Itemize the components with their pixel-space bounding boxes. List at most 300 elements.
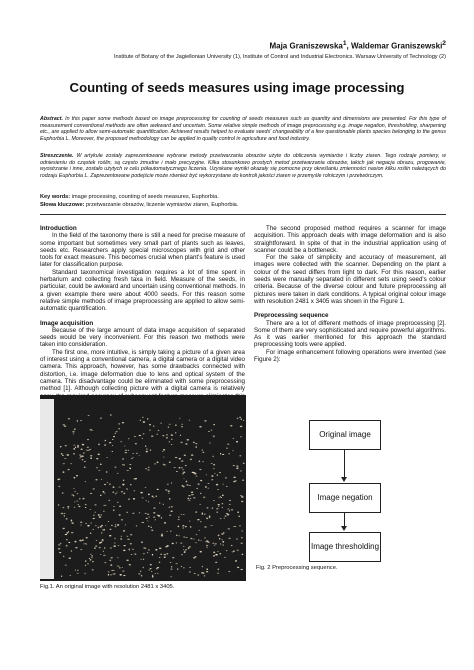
seed-speck (153, 497, 155, 498)
seed-speck (77, 446, 79, 448)
seed-speck (183, 478, 184, 479)
seed-speck (108, 500, 110, 501)
seed-speck (175, 457, 178, 458)
seed-speck (143, 567, 144, 568)
seed-speck (147, 520, 148, 521)
seed-speck (90, 509, 92, 510)
keywords-text: image processing, counting of seeds measures, Euphorbia. (70, 194, 219, 200)
seed-speck (237, 567, 239, 569)
right-paragraph-2: For the sake of simplicity and accuracy of measurement, all images were collected with the scanner. Depending on the plant a colour of the seed differs from light to dark. For this reason, earlier seeds were manually separated in different sets using seed's colour criteria. Because of the diverse colour and future preprocessing all pictures were taken in dark conditions. A typical original colour image with resolution 2481 x 3405 was shown in the Figure 1. (254, 254, 446, 305)
seed-speck (199, 461, 201, 463)
seed-speck (84, 461, 86, 462)
seed-speck (96, 458, 98, 459)
seed-speck (82, 498, 84, 500)
seed-speck (197, 519, 200, 520)
seed-speck (228, 528, 231, 529)
seed-speck (118, 423, 120, 424)
seed-speck (79, 454, 81, 455)
seed-speck (221, 497, 222, 498)
seed-speck (94, 504, 96, 505)
seed-speck (222, 544, 223, 546)
seed-speck (57, 479, 59, 481)
seed-speck (153, 516, 155, 517)
seed-speck (206, 540, 208, 541)
seed-speck (212, 507, 213, 509)
seed-speck (64, 458, 66, 459)
seed-speck (222, 541, 224, 543)
seed-speck (113, 509, 114, 511)
seed-speck (217, 572, 218, 574)
seed-speck (111, 525, 113, 526)
flow-arrowhead-1 (341, 477, 347, 482)
seed-speck (213, 500, 215, 501)
seed-speck (168, 490, 170, 492)
seed-speck (108, 521, 109, 522)
seed-speck (79, 540, 81, 542)
seed-speck (213, 436, 215, 437)
seed-speck (178, 535, 180, 536)
seed-speck (121, 519, 123, 521)
seed-speck (77, 570, 78, 571)
seed-speck (103, 551, 104, 552)
seed-speck (220, 543, 221, 544)
seed-speck (222, 507, 223, 508)
seed-speck (195, 556, 197, 558)
keywords-polish-label: Słowa kluczowe: (40, 202, 85, 208)
seed-speck (83, 452, 84, 453)
seed-speck (191, 494, 193, 495)
seed-speck (242, 479, 244, 481)
seed-speck (91, 557, 93, 558)
flow-box-original-image: Original image (309, 420, 381, 450)
seed-speck (159, 562, 161, 563)
seed-speck (113, 486, 115, 487)
seed-speck (210, 525, 212, 526)
seed-speck (218, 569, 220, 571)
seed-speck (240, 542, 242, 544)
seed-speck (60, 446, 62, 447)
seed-speck (99, 542, 101, 544)
seed-speck (119, 567, 121, 569)
flow-arrowhead-2 (341, 526, 347, 531)
seed-speck (152, 576, 154, 578)
seed-speck (204, 513, 205, 515)
keywords (40, 194, 219, 201)
seed-speck (196, 475, 198, 476)
author-separator: , (346, 41, 351, 51)
flow-arrow-1 (344, 449, 345, 478)
seed-speck (109, 442, 112, 443)
seed-speck (218, 506, 220, 507)
seed-speck (92, 561, 94, 562)
seed-speck (93, 514, 94, 515)
seed-speck (145, 445, 146, 447)
seed-speck (184, 552, 186, 554)
streszczenie-text: W artykule zostały zaprezentowane wybrane metody przetwarzania obrazów użyte do obliczenia wymiarów i liczby ziaren. Tego rodzaje pomiery, w odniesieniu do cząstek roślin, są często żmudne i mało precyzyjne. Kilka stosunkowo prostych metod przetwarzania obrazów, takich jak negacja obrazu, progowanie, wyostrzanie i inne, zostało użytych w celu półautomatycznego liczenia. Uzyskane wyniki okazały się pomocne przy określaniu zmienności nasion kilku roślin należących do rodzaju Euphorbia L. Zaprezentowane podejście może również być wykorzystane do kontroli jakości ziaren w przemyśle rolniczym i przetwórczym. (40, 153, 446, 179)
seed-speck (163, 449, 165, 451)
seed-speck (93, 518, 95, 519)
seed-speck (90, 554, 91, 555)
seed-speck (146, 518, 148, 519)
seed-speck (63, 471, 65, 472)
seed-speck (221, 539, 222, 540)
seed-speck (236, 441, 238, 443)
seed-speck (182, 473, 183, 475)
seed-speck (202, 566, 203, 568)
seed-speck (109, 483, 111, 485)
seed-speck (92, 529, 94, 530)
seed-speck (149, 516, 150, 517)
left-column (40, 225, 245, 407)
seed-speck (119, 574, 122, 576)
seed-speck (77, 420, 78, 422)
seed-speck (209, 515, 210, 516)
seed-speck (74, 428, 76, 429)
seed-speck (129, 549, 131, 551)
seed-speck (71, 494, 74, 495)
seed-speck (86, 543, 87, 544)
seed-speck (243, 420, 244, 421)
seed-speck (171, 444, 173, 445)
seed-speck (74, 541, 76, 543)
seed-speck (182, 527, 183, 528)
seed-speck (143, 433, 145, 434)
seed-speck (122, 464, 124, 465)
seed-speck (166, 434, 168, 435)
seed-speck (132, 457, 133, 458)
seed-speck (183, 549, 184, 550)
seed-speck (193, 497, 195, 498)
seed-speck (155, 549, 157, 551)
seed-speck (195, 511, 197, 512)
seed-speck (140, 420, 141, 421)
seed-speck (236, 467, 239, 469)
seed-speck (119, 506, 121, 507)
seed-speck (65, 534, 68, 535)
seed-speck (151, 530, 153, 532)
seed-speck (123, 550, 125, 552)
seed-speck (241, 496, 244, 497)
seed-speck (179, 467, 181, 468)
seed-speck (178, 519, 180, 520)
seed-speck (204, 537, 206, 538)
seed-speck (152, 575, 153, 576)
seed-speck (228, 453, 229, 454)
seed-speck (74, 477, 76, 478)
figure-1-seed-image (40, 395, 246, 581)
seed-speck (200, 521, 201, 522)
seed-speck (115, 524, 116, 525)
seed-speck (170, 562, 172, 563)
seed-speck (58, 486, 60, 487)
seed-speck (157, 434, 158, 435)
seed-speck (80, 420, 82, 421)
seed-speck (86, 450, 88, 451)
seed-speck (122, 571, 124, 572)
seed-speck (148, 501, 149, 502)
seed-speck (241, 418, 242, 420)
seed-speck (206, 475, 207, 476)
seed-speck (91, 555, 93, 557)
seed-speck (85, 507, 87, 508)
streszczenie (40, 153, 446, 179)
seed-speck (130, 543, 132, 544)
seed-speck (58, 504, 60, 505)
seed-speck (110, 414, 112, 416)
seed-speck (145, 548, 147, 550)
seed-speck (62, 507, 64, 508)
seed-speck (75, 447, 76, 449)
seed-speck (84, 467, 86, 468)
preprocessing-paragraph-2: For image enhancement following operations were invented (see Figure 2): (254, 348, 446, 364)
seed-speck (218, 504, 220, 505)
seed-speck (79, 498, 80, 500)
seed-speck (232, 450, 234, 451)
figure-1-caption: Fig.1. An original image with resolution 2481 x 3405. (40, 584, 175, 590)
seed-speck (168, 493, 170, 494)
seed-speck (117, 473, 119, 474)
seed-speck (233, 481, 235, 482)
seed-speck (126, 489, 128, 490)
seed-speck (113, 506, 115, 507)
seed-speck (136, 525, 138, 526)
seed-speck (118, 428, 119, 430)
seed-speck (171, 511, 173, 512)
seed-speck (100, 515, 102, 516)
seed-speck (182, 469, 184, 470)
seed-speck (61, 453, 63, 455)
seed-speck (118, 545, 120, 546)
seed-speck (99, 516, 101, 517)
seed-speck (208, 431, 210, 432)
seed-speck (100, 554, 101, 555)
seed-speck (215, 562, 217, 564)
seed-speck (76, 475, 78, 476)
seed-speck (180, 442, 183, 444)
seed-speck (125, 450, 127, 451)
seed-speck (228, 538, 231, 539)
seed-speck (178, 526, 180, 528)
seed-speck (64, 426, 67, 427)
seed-speck (153, 426, 155, 427)
seed-speck (127, 536, 129, 537)
seed-speck (181, 426, 183, 427)
seed-speck (82, 444, 84, 446)
seed-speck (73, 453, 74, 455)
seed-speck (124, 445, 125, 446)
seed-speck (130, 534, 132, 535)
seed-speck (71, 522, 73, 524)
seed-speck (80, 525, 82, 526)
seed-speck (176, 542, 177, 544)
seed-speck (172, 543, 174, 544)
seed-speck (135, 443, 137, 444)
seed-speck (117, 565, 118, 566)
seed-speck (205, 486, 207, 487)
seed-speck (163, 504, 164, 505)
seed-speck (191, 492, 193, 494)
seed-speck (200, 551, 202, 553)
seed-speck (206, 568, 208, 570)
seed-speck (235, 560, 237, 562)
seed-speck (134, 436, 136, 437)
seed-speck (85, 481, 86, 482)
abstract-label: Abstract. (40, 116, 63, 122)
seed-speck (231, 545, 233, 546)
seed-speck (114, 543, 115, 544)
seed-speck (90, 559, 92, 560)
author-1: Maja Graniszewska (269, 41, 343, 51)
seed-speck (206, 547, 207, 548)
seed-speck (73, 445, 75, 446)
seed-speck (63, 513, 65, 514)
seed-speck (115, 526, 117, 527)
seed-speck (181, 424, 183, 425)
seed-speck (227, 443, 229, 444)
seed-speck (58, 544, 61, 545)
seed-speck (238, 515, 240, 517)
seed-speck (190, 538, 192, 540)
seed-speck (189, 571, 191, 572)
seed-speck (105, 440, 106, 442)
seed-speck (218, 498, 220, 499)
seed-speck (155, 519, 156, 520)
seed-speck (190, 459, 192, 461)
seed-speck (74, 491, 75, 493)
seed-speck (227, 508, 229, 509)
seed-speck (180, 543, 182, 544)
seed-speck (69, 557, 72, 558)
seed-speck (183, 486, 185, 488)
seed-speck (146, 500, 147, 501)
seed-speck (215, 543, 217, 545)
seed-speck (88, 415, 90, 416)
seed-speck (215, 554, 218, 556)
seed-speck (61, 575, 62, 577)
seed-speck (185, 443, 187, 444)
seed-speck (161, 517, 162, 518)
streszczenie-label: Streszczenie. (40, 153, 74, 159)
seed-speck (156, 495, 157, 497)
seed-speck (110, 529, 112, 530)
seed-speck (169, 515, 171, 516)
seed-speck (217, 474, 218, 476)
abstract-text: In this paper some methods based on image preprocessing for counting of seeds measures such as quantity and dimensions are presented. For this type of measurement conventional methods are often awkward and uncertain. Some relative simple methods of image preprocessing e.g. image negation, thresholding, sharpening etc., are applied to allow semi-automatic quantification. Achieved results helped to evaluate seeds' changeability of a few questionable plants species belonging to the genus Euphorbia L. Moreover, the proposed methodology can be applied in quality control in agriculture and food industry. (40, 116, 446, 142)
seed-speck (66, 539, 67, 540)
seed-speck (60, 543, 62, 544)
seed-speck (62, 493, 64, 494)
seed-speck (241, 537, 243, 538)
seed-speck (226, 448, 228, 449)
seed-speck (123, 545, 125, 546)
seed-speck (140, 559, 142, 560)
author-1-affiliation-mark: 1 (342, 40, 347, 47)
seed-speck (96, 467, 98, 468)
seed-speck (220, 453, 221, 455)
seed-speck (147, 469, 149, 470)
seed-speck (181, 554, 183, 555)
seed-speck (77, 573, 79, 574)
seed-speck (213, 555, 215, 557)
seed-speck (157, 462, 159, 464)
seed-speck (68, 531, 69, 533)
seed-speck (185, 465, 187, 466)
seed-speck (104, 493, 106, 494)
seed-speck (85, 504, 87, 505)
seed-speck (151, 571, 152, 572)
image-acquisition-paragraph-1: Because of the large amount of data image acquisition of separated seeds would be very inconvenient. For this reason two methods were taken into consideration. (40, 326, 245, 349)
seed-speck (161, 535, 164, 537)
seed-speck (106, 471, 108, 473)
seed-speck (122, 422, 125, 423)
seed-speck (143, 421, 145, 423)
seed-speck (167, 484, 169, 485)
seed-speck (141, 497, 143, 498)
seed-speck (66, 545, 68, 546)
preprocessing-paragraph-1: There are a lot of different methods of image preprocessing [2]. Some of them are very sophisticated and require powerful algorithms. As it was earlier mentioned for this approach the standard preprocessing tools were applied. (254, 319, 446, 349)
seed-speck (169, 507, 170, 508)
seed-speck (153, 512, 155, 513)
abstract (40, 116, 446, 142)
seed-speck (115, 493, 117, 494)
seed-speck (171, 483, 172, 484)
seed-speck (229, 500, 231, 501)
seed-speck (240, 569, 243, 570)
seed-speck (140, 492, 142, 494)
seed-speck (78, 506, 80, 507)
seed-speck (149, 569, 150, 571)
seed-speck (225, 515, 227, 517)
seed-speck (128, 438, 130, 439)
seed-speck (239, 455, 241, 457)
seed-speck (175, 432, 176, 434)
seed-speck (104, 562, 106, 563)
seed-speck (129, 464, 131, 465)
seed-speck (143, 559, 144, 560)
seed-speck (125, 452, 128, 453)
seed-speck (134, 553, 136, 554)
seed-speck (122, 484, 125, 486)
seed-speck (217, 551, 218, 552)
figure-1-seeds (40, 395, 246, 581)
seed-speck (208, 483, 210, 484)
seed-speck (240, 495, 242, 496)
seed-speck (101, 525, 103, 527)
seed-speck (195, 542, 197, 543)
keywords-polish-text: przetwarzanie obrazów, liczenie wymiarów ziaren, Euphorbia. (84, 202, 239, 208)
seed-speck (233, 438, 235, 439)
seed-speck (199, 530, 200, 531)
seed-speck (111, 570, 113, 571)
seed-speck (74, 501, 75, 502)
seed-speck (206, 518, 208, 520)
seed-speck (95, 545, 97, 546)
seed-speck (89, 558, 90, 559)
seed-speck (87, 563, 89, 564)
seed-speck (132, 513, 134, 514)
seed-speck (133, 498, 135, 500)
seed-speck (90, 455, 92, 456)
seed-speck (219, 538, 220, 540)
seed-speck (189, 546, 191, 548)
section-divider (40, 214, 446, 215)
seed-speck (220, 496, 221, 498)
seed-speck (110, 564, 112, 565)
seed-speck (180, 435, 181, 436)
seed-speck (202, 449, 203, 451)
seed-speck (158, 430, 160, 431)
seed-speck (229, 510, 230, 512)
